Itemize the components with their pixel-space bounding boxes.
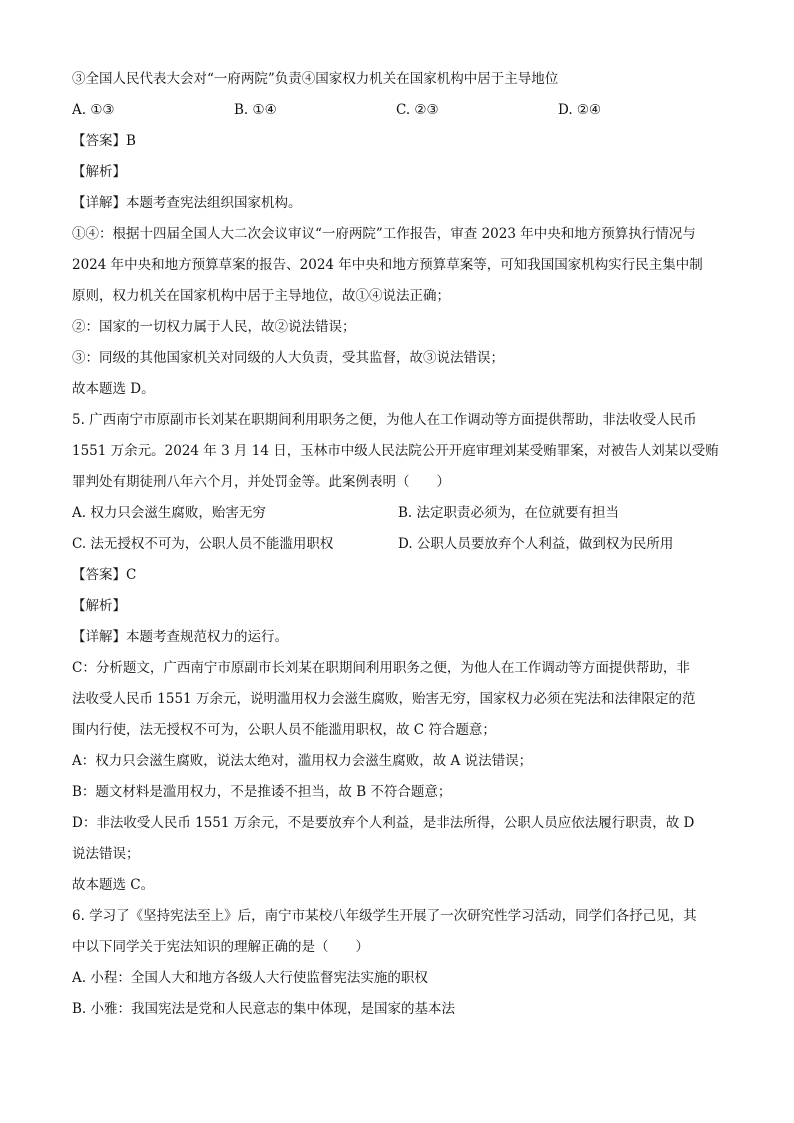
q5-conclusion: 故本题选 C。 (72, 877, 155, 893)
q4-analysis-label: 【解析】 (72, 164, 126, 180)
q6-option-a: A. 小程：全国人大和地方各级人大行使监督宪法实施的职权 (72, 970, 428, 986)
q4-detail: 【详解】本题考查宪法组织国家机构。 (72, 195, 302, 211)
q5-explanation-line: D：非法收受人民币 1551 万余元，不是要放弃个人利益，是非法所得，公职人员应依法履行职责，故 D (72, 815, 695, 831)
q6-stem-line: 6. 学习了《坚持宪法至上》后，南宁市某校八年级学生开展了一次研究性学习活动，同学们各抒己见，其 (72, 908, 697, 924)
q6-stem-line: 中以下同学关于宪法知识的理解正确的是（ ） (72, 939, 369, 955)
q5-stem-line: 1551 万余元。2024 年 3 月 14 日，玉林市中级人民法院公开开庭审理刘某受贿罪案，对被告人刘某以受贿 (72, 443, 719, 459)
q5-analysis-label: 【解析】 (72, 598, 126, 614)
document-page (72, 64, 724, 1025)
q5-option-b: B. 法定职责必须为，在位就要有担当 (398, 505, 620, 521)
q5-option-a: A. 权力只会滋生腐败，贻害无穷 (72, 505, 266, 521)
q5-explanation-line: 说法错误； (72, 846, 140, 862)
q5-explanation-line: B：题文材料是滥用权力，不是推诿不担当，故 B 不符合题意； (72, 784, 452, 800)
q5-explanation-line: 法收受人民币 1551 万余元，说明滥用权力会滋生腐败，贻害无穷，国家权力必须在宪法和法律限定的范 (72, 691, 696, 707)
q5-answer: 【答案】C (72, 567, 137, 583)
q4-explanation-line: ①④：根据十四届全国人大二次会议审议“一府两院”工作报告，审查 2023 年中央和地方预算执行情况与 (72, 226, 696, 242)
q4-stem-tail: ③全国人民代表大会对“一府两院”负责④国家权力机关在国家机构中居于主导地位 (72, 71, 559, 87)
q4-options (72, 95, 724, 126)
q6-option-b: B. 小雅：我国宪法是党和人民意志的集中体现，是国家的基本法 (72, 1001, 456, 1017)
q4-explanation-line: ②：国家的一切权力属于人民，故②说法错误； (72, 319, 356, 335)
q4-explanation-line: 2024 年中央和地方预算草案的报告、2024 年中央和地方预算草案等，可知我国国家机构实行民主集中制 (72, 257, 703, 273)
q5-explanation-line: A：权力只会滋生腐败，说法太绝对，滥用权力会滋生腐败，故 A 说法错误； (72, 753, 533, 769)
q4-conclusion: 故本题选 D。 (72, 381, 155, 397)
q4-option-d: D. ②④ (558, 102, 602, 118)
q5-options-row (72, 498, 724, 529)
q4-option-b: B. ①④ (234, 102, 277, 118)
q4-option-c: C. ②③ (396, 102, 439, 118)
q5-detail: 【详解】本题考查规范权力的运行。 (72, 629, 288, 645)
q4-answer: 【答案】B (72, 133, 136, 149)
q4-explanation-line: ③：同级的其他国家机关对同级的人大负责，受其监督，故③说法错误； (72, 350, 504, 366)
q5-stem-line: 5. 广西南宁市原副市长刘某在职期间利用职务之便，为他人在工作调动等方面提供帮助，非法收受人民币 (72, 412, 697, 428)
q5-stem-line: 罪判处有期徒刑八年六个月，并处罚金等。此案例表明（ ） (72, 474, 450, 490)
q5-explanation-line: 围内行使，法无授权不可为，公职人员不能滥用职权，故 C 符合题意； (72, 722, 496, 738)
q4-explanation-line: 原则，权力机关在国家机构中居于主导地位，故①④说法正确； (72, 288, 450, 304)
q5-options-row (72, 529, 724, 560)
q5-option-d: D. 公职人员要放弃个人利益，做到权为民所用 (398, 536, 674, 552)
q5-explanation-line: C：分析题文，广西南宁市原副市长刘某在职期间利用职务之便，为他人在工作调动等方面提供帮助，非 (72, 660, 690, 676)
q5-option-c: C. 法无授权不可为，公职人员不能滥用职权 (72, 536, 334, 552)
q4-option-a: A. ①③ (72, 102, 115, 118)
